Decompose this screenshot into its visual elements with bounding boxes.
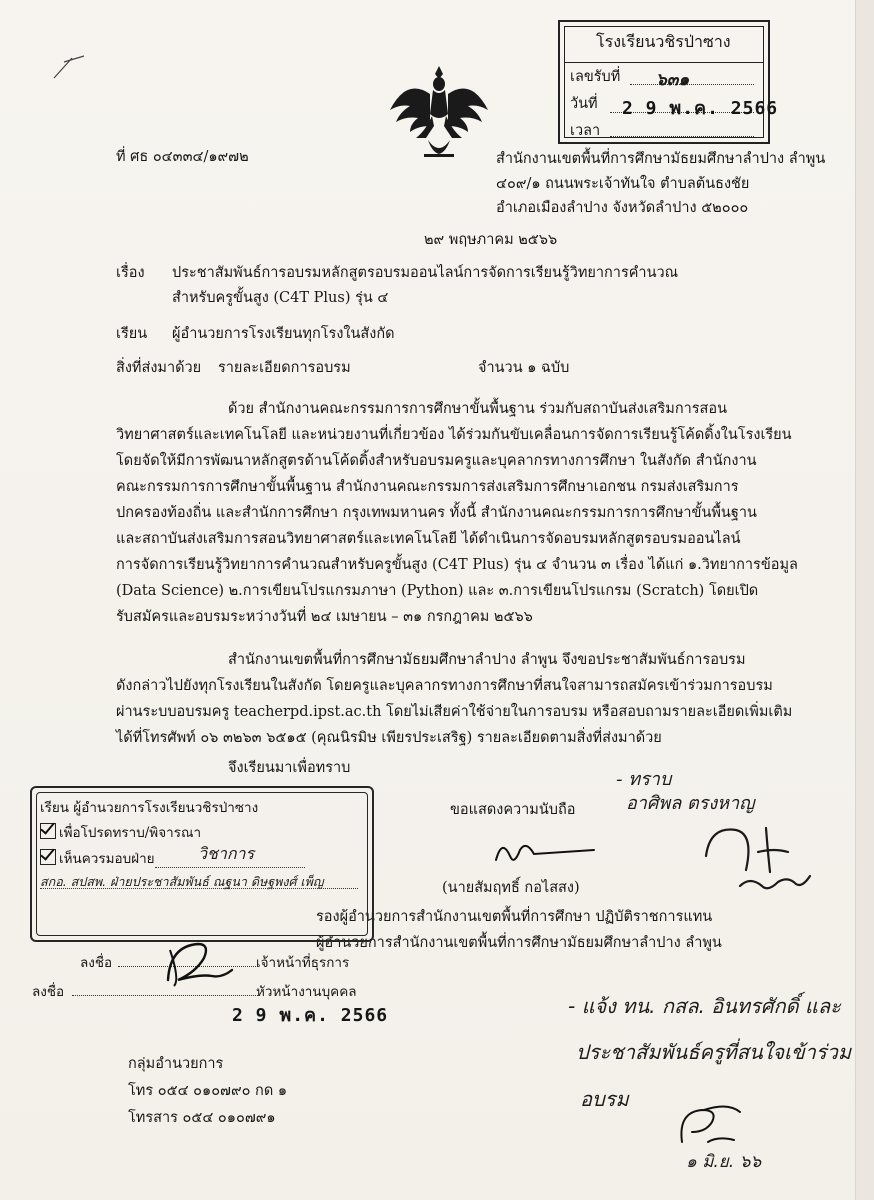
stamp-received-date: 2 9 พ.ค. 2566	[622, 98, 779, 119]
routing-date-stamp: 2 9 พ.ค. 2566	[232, 1005, 389, 1026]
contact-phone: โทร ๐๕๔ ๐๑๐๗๙๐ กด ๑	[128, 1083, 288, 1099]
regards-line: ขอแสดงความนับถือ	[450, 802, 576, 818]
body-paragraph-2-line: ผ่านระบบอบรมครู teacherpd.ipst.ac.th โดยไม่เสียค่าใช้จ่ายในการอบรม หรือสอบถามรายละเอียดเพิ่มเติม	[116, 704, 793, 720]
body-paragraph-1-line: ปกครองท้องถิ่น และสำนักการศึกษา กรุงเทพมหานคร ทั้งนี้ สำนักงานคณะกรรมการการศึกษาขั้นพื้นฐาน	[116, 505, 757, 521]
handwritten-initials-icon	[668, 1098, 748, 1154]
routing-assigned-department: วิชาการ	[198, 844, 255, 863]
enclosure: รายละเอียดการอบรม	[218, 360, 351, 376]
routing-handwritten-line: สกอ. สปสพ. ฝ่ายประชาสัมพันธ์ ณฐนา ดิษฐพงศ์ เพ็ญ	[40, 874, 324, 889]
routing-checkbox-assign	[40, 849, 56, 865]
handwritten-note-acknowledge: - ทราบ	[616, 769, 672, 790]
routing-option-assign: เห็นควรมอบฝ่าย	[59, 851, 155, 867]
sender-address-line-3: อำเภอเมืองลำปาง จังหวัดลำปาง ๕๒๐๐๐	[496, 200, 749, 216]
contact-fax: โทรสาร ๐๕๔ ๐๑๐๗๙๑	[128, 1110, 276, 1126]
pen-mark-icon	[50, 52, 90, 82]
routing-signed-label-1: ลงชื่อ	[80, 955, 113, 971]
routing-stamp	[30, 786, 374, 942]
sender-address-line-2: ๔๐๙/๑ ถนนพระเจ้าทันใจ ตำบลต้นธงชัย	[496, 176, 750, 192]
routing-option-acknowledge: เพื่อโปรดทราบ/พิจารณา	[59, 825, 202, 841]
handwritten-instruction-line-3: อบรม	[580, 1087, 629, 1111]
letter-reference-number: ที่ ศธ ๐๔๓๓๔/๑๙๗๒	[116, 149, 249, 165]
stamp-school-name: โรงเรียนวชิรป่าซาง	[596, 32, 731, 51]
body-paragraph-1-line: และสถาบันส่งเสริมการสอนวิทยาศาสตร์และเทคโนโลยี ได้ดำเนินการจัดอบรมหลักสูตรอบรมออนไลน์	[116, 531, 741, 547]
handwritten-note-date: ๑ มิ.ย. ๖๖	[686, 1152, 762, 1172]
body-paragraph-2-line: ดังกล่าวไปยังทุกโรงเรียนในสังกัด โดยครูและบุคลากรทางการศึกษาที่สนใจสามารถสมัครเข้าร่วมการอบรม	[116, 678, 773, 694]
body-paragraph-2-line: สำนักงานเขตพื้นที่การศึกษามัธยมศึกษาลำปาง ลำพูน จึงขอประชาสัมพันธ์การอบรม	[228, 652, 746, 668]
recipient: ผู้อำนวยการโรงเรียนทุกโรงในสังกัด	[172, 326, 395, 342]
enclosure-label: สิ่งที่ส่งมาด้วย	[116, 360, 202, 376]
routing-checkbox-acknowledge	[40, 823, 56, 839]
sender-address-line-1: สำนักงานเขตพื้นที่การศึกษามัธยมศึกษาลำปาง ลำพูน	[496, 151, 826, 167]
signer-signature-icon	[488, 832, 598, 872]
enclosure-count: จำนวน ๑ ฉบับ	[478, 360, 570, 376]
body-paragraph-1-line: โดยจัดให้มีการพัฒนาหลักสูตรด้านโค้ดดิ้งสำหรับอบรมครูและบุคลากรทางการศึกษา ในสังกัด สำนักงาน	[116, 453, 757, 469]
handwritten-director-signature-icon	[700, 812, 850, 902]
contact-group: กลุ่มอำนวยการ	[128, 1056, 224, 1072]
body-paragraph-1-line: การจัดการเรียนรู้วิทยาการคำนวณสำหรับครูขั้นสูง (C4T Plus) รุ่น ๔ จำนวน ๓ เรื่อง ได้แก่ ๑.วิทยาการข้อมูล	[116, 557, 798, 573]
signer-name: (นายสัมฤทธิ์ กอไสสง)	[442, 880, 580, 896]
routing-clerk-signature-icon	[150, 934, 240, 990]
stamp-receipt-number: ๖๓๑	[656, 70, 690, 90]
handwritten-instruction-line-2: ประชาสัมพันธ์ครูที่สนใจเข้าร่วม	[576, 1040, 851, 1064]
handwritten-instruction-line-1: - แจ้ง ทน. กสล. อินทรศักดิ์ และ	[568, 994, 841, 1018]
page-edge	[855, 0, 874, 1200]
routing-role-hr: หัวหน้างานบุคคล	[256, 984, 357, 1000]
garuda-emblem-icon	[384, 60, 494, 160]
signer-title-line-1: รองผู้อำนวยการสำนักงานเขตพื้นที่การศึกษา ปฏิบัติราชการแทน	[316, 909, 713, 925]
receipt-stamp	[558, 20, 779, 144]
subject-line-2: สำหรับครูขั้นสูง (C4T Plus) รุ่น ๔	[172, 290, 389, 306]
signer-title-line-2: ผู้อำนวยการสำนักงานเขตพื้นที่การศึกษามัธยมศึกษาลำปาง ลำพูน	[316, 935, 722, 951]
routing-signed-label-2: ลงชื่อ	[32, 984, 65, 1000]
routing-heading: เรียน ผู้อำนวยการโรงเรียนวชิรป่าซาง	[40, 800, 259, 816]
body-paragraph-1-line: (Data Science) ๒.การเขียนโปรแกรมภาษา (Python) และ ๓.การเขียนโปรแกรม (Scratch) โดยเปิด	[116, 583, 759, 599]
body-paragraph-1-line: รับสมัครและอบรมระหว่างวันที่ ๒๔ เมษายน – ๓๑ กรกฎาคม ๒๕๖๖	[116, 609, 533, 625]
recipient-label: เรียน	[116, 326, 148, 342]
body-paragraph-2-line: ได้ที่โทรศัพท์ ๐๖ ๓๒๖๓ ๖๕๑๕ (คุณนิรมิษ เพียรประเสริฐ) รายละเอียดตามสิ่งที่ส่งมาด้วย	[116, 730, 662, 746]
routing-role-clerk: เจ้าหน้าที่ธุรการ	[256, 955, 350, 971]
body-paragraph-1-line: คณะกรรมการการศึกษาขั้นพื้นฐาน สำนักงานคณะกรรมการส่งเสริมการศึกษาเอกชน กรมส่งเสริมการ	[116, 479, 739, 495]
handwritten-note-name: อาศิพล ตรงหาญ	[626, 793, 755, 814]
letter-date: ๒๙ พฤษภาคม ๒๕๖๖	[424, 232, 558, 248]
closing-line: จึงเรียนมาเพื่อทราบ	[228, 760, 351, 776]
stamp-time-label: เวลา	[570, 123, 601, 139]
subject-label: เรื่อง	[116, 265, 145, 281]
body-paragraph-1-line: ด้วย สำนักงานคณะกรรมการการศึกษาขั้นพื้นฐาน ร่วมกับสถาบันส่งเสริมการสอน	[228, 401, 728, 417]
stamp-receipt-label: เลขรับที่	[570, 69, 621, 85]
body-paragraph-1-line: วิทยาศาสตร์และเทคโนโลยี และหน่วยงานที่เกี่ยวข้อง ได้ร่วมกันขับเคลื่อนการจัดการเรียนรู้โค้ดดิ้งในโรงเรียน	[116, 427, 792, 443]
subject-line-1: ประชาสัมพันธ์การอบรมหลักสูตรอบรมออนไลน์การจัดการเรียนรู้วิทยาการคำนวณ	[172, 265, 679, 281]
stamp-date-label: วันที่	[570, 96, 598, 112]
